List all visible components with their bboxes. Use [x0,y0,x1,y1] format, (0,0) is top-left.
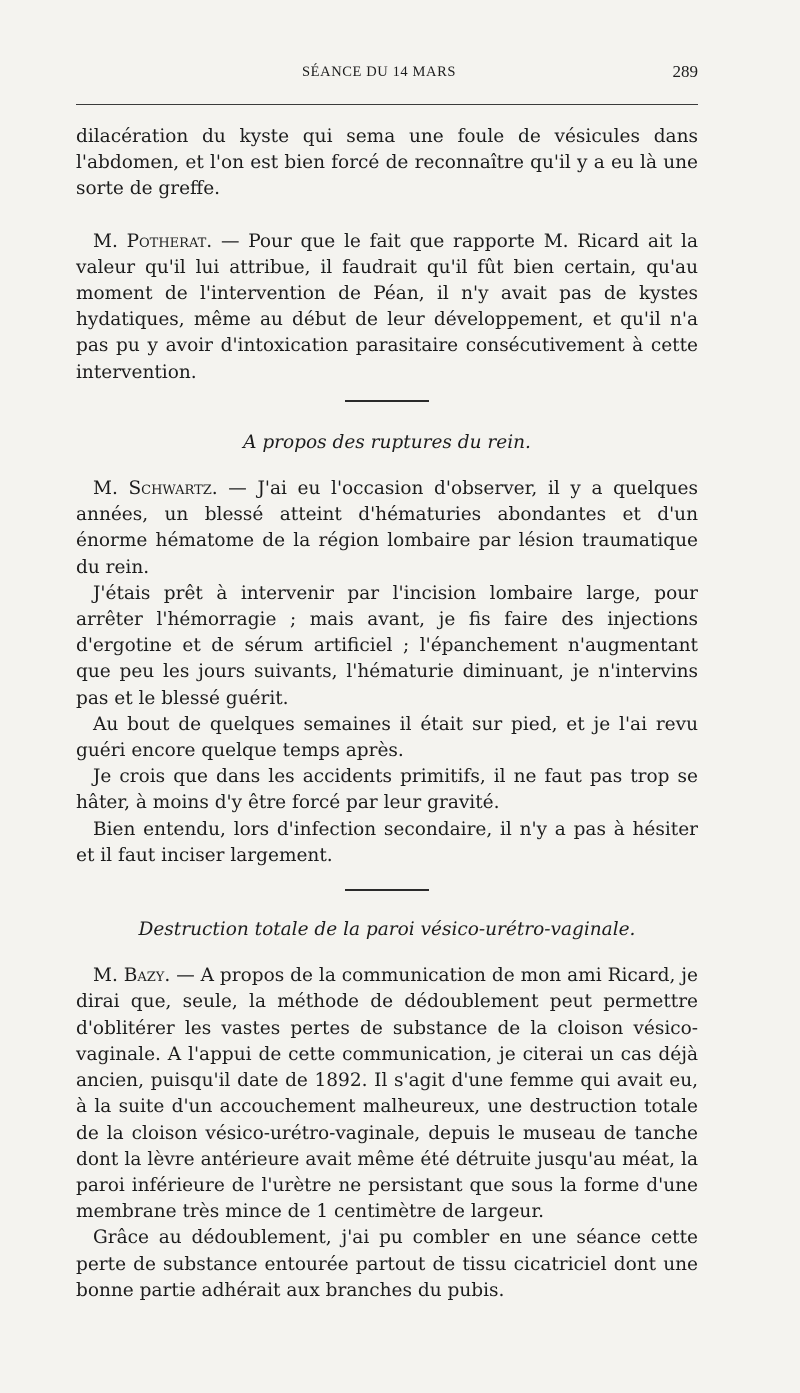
section-title-rein: A propos des ruptures du rein. [243,431,531,453]
paragraph-recovery: Au bout de quelques semaines il était sur pied, et je l'ai revu guéri encore quelque temps après. [76,713,698,762]
spacer [76,402,698,430]
paragraph-intervention: J'étais prêt à intervenir par l'incision lombaire large, pour arrêter l'hémorragie ; mais avant, je fis faire des injections d'ergotine et de sérum artificiel ; l'épanchement n'augmentant que peu les jours suivants, l'hématurie diminuant, je n'intervins pas et le blessé guérit. [76,582,698,709]
spacer [76,943,698,963]
paragraph-potherat [76,229,698,386]
speaker-schwartz: M. Schwartz. [93,478,218,500]
speaker-bazy: M. Bazy. [93,965,171,987]
paragraph-primary-accidents: Je crois que dans les accidents primitifs, il ne faut pas trop se hâter, à moins d'y être forcé par leur gravité. [76,766,698,814]
paragraph-dedoublement: Grâce au dédoublement, j'ai pu combler en une séance cette perte de substance entourée partout de tissu cicatriciel dont une bonne partie adhérait aux branches du pubis. [76,1227,698,1301]
page [76,0,698,1393]
paragraph-secondary-infection: Bien entendu, lors d'infection secondaire, il n'y a pas à hésiter et il faut inciser largement. [76,818,698,866]
header-rule [76,104,698,105]
paragraph-bazy-text: — A propos de la communication de mon ami Ricard, je dirai que, seule, la méthode de dédoublement peut permettre d'oblitérer les vastes pertes de substance de la cloison vésico-vaginale. A l'appui de cette communication, je citerai un cas déjà ancien, puisqu'il date de 1892. Il s'agit d'une femme qui avait eu, à la suite d'un accouchement malheureux, une destruction totale de la cloison vésico-urétro-vaginale, depuis le museau de tanche dont la lèvre antérieure avait même été détruite jusqu'au méat, la paroi inférieure de l'urètre ne persistant que sous la forme d'une membrane très mince de 1 centimètre de largeur. [76,965,698,1223]
spacer [76,456,698,476]
spacer [76,203,698,229]
page-number: 289 [672,62,698,81]
paragraph-schwartz-text: — J'ai eu l'occasion d'observer, il y a quelques années, un blessé atteint d'hématuries abondantes et d'un énorme hématome de la région lombaire par lésion traumatique du rein. [76,478,698,578]
paragraph-schwartz [76,476,698,581]
speaker-potherat: M. Potherat. [93,230,213,252]
header-title: SÉANCE DU 14 MARS [302,64,457,80]
paragraph-bazy [76,963,698,1225]
spacer [76,891,698,917]
paragraph-continuation: dilacération du kyste qui sema une foule de vésicules dans l'abdomen, et l'on est bien forcé de reconnaître qu'il y a eu là une sorte de greffe. [76,126,698,200]
running-head [76,64,698,94]
body-text [76,124,698,1304]
section-title-destruction: Destruction totale de la paroi vésico-urétro-vaginale. [138,919,636,941]
paragraph-potherat-text: — Pour que le fait que rapporte M. Ricard ait la valeur qu'il lui attribue, il faudrait qu'il fût bien certain, qu'au moment de l'intervention de Péan, il n'y avait pas de kystes hydatiques, même au début de leur développement, et qu'il n'a pas pu y avoir d'intoxication parasitaire consécutivement à cette intervention. [76,230,699,383]
